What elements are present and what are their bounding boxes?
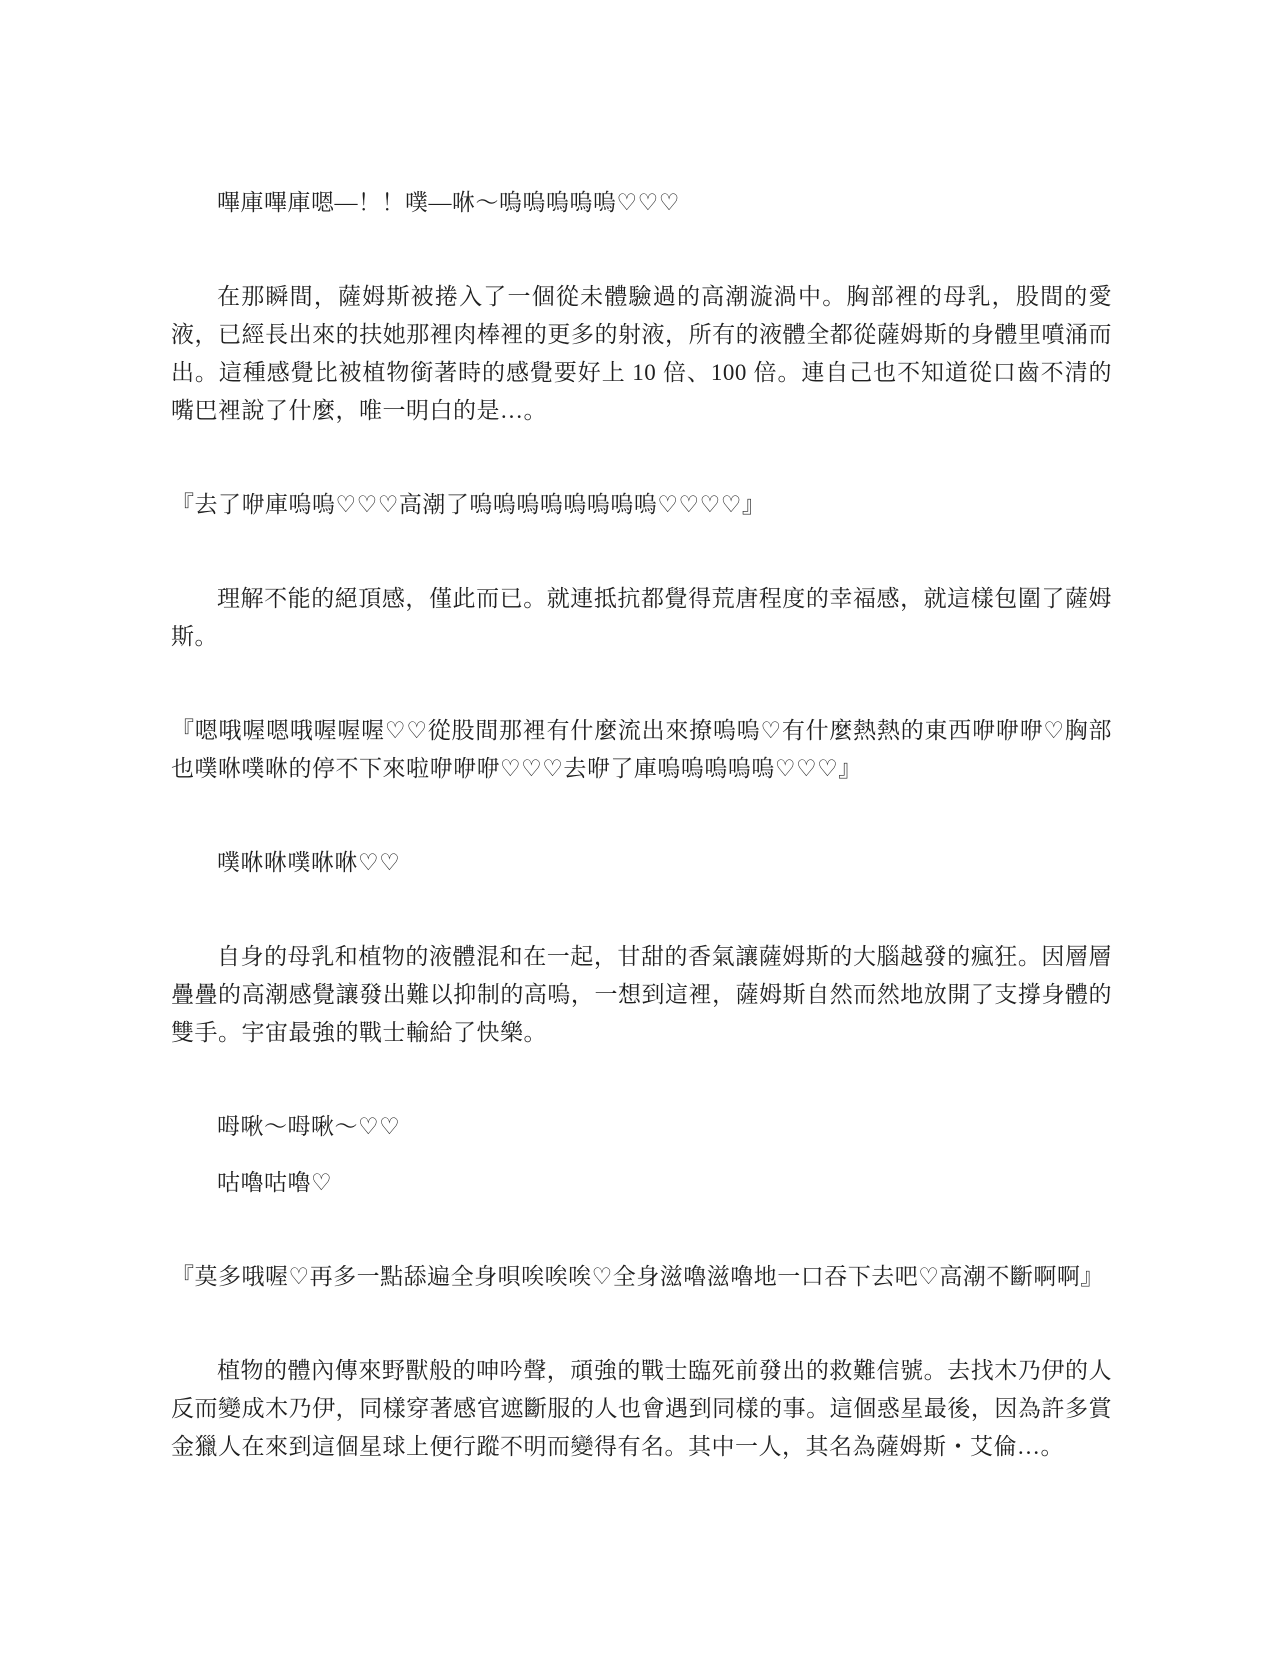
narration-paragraph: 理解不能的絕頂感，僅此而已。就連抵抗都覺得荒唐程度的幸福感，就這樣包圍了薩姆斯。 [171, 586, 1112, 649]
sfx-line: 呣啾～呣啾～♡♡ [217, 1114, 401, 1139]
narration-paragraph: 植物的體內傳來野獸般的呻吟聲，頑強的戰士臨死前發出的救難信號。去找木乃伊的人反而變成木乃伊，同樣穿著感官遮斷服的人也會遇到同樣的事。這個惑星最後，因為許多賞金獵人在來到這個星球上便行蹤不明而變得有名。其中一人，其名為薩姆斯・艾倫…。 [171, 1358, 1112, 1459]
sfx-line: 咕嚕咕嚕♡ [217, 1170, 333, 1195]
sfx-line: 嗶庫嗶庫嗯—！！噗—咻～嗚嗚嗚嗚嗚♡♡♡ [217, 190, 680, 215]
quote-line: 『嗯哦喔嗯哦喔喔喔♡♡從股間那裡有什麼流出來撩嗚嗚♡有什麼熱熱的東西咿咿咿♡胸部也噗咻噗咻的停不下來啦咿咿咿♡♡♡去咿了庫嗚嗚嗚嗚嗚♡♡♡』 [171, 718, 1112, 781]
narration-paragraph: 自身的母乳和植物的液體混和在一起，甘甜的香氣讓薩姆斯的大腦越發的瘋狂。因層層疊疊的高潮感覺讓發出難以抑制的高嗚，一想到這裡，薩姆斯自然而然地放開了支撐身體的雙手。宇宙最強的戰士輸給了快樂。 [171, 944, 1112, 1045]
sfx-line: 噗咻咻噗咻咻♡♡ [217, 850, 401, 875]
quote-line: 『莫多哦喔♡再多一點舔遍全身唄唉唉唉♡全身滋嚕滋嚕地一口吞下去吧♡高潮不斷啊啊』 [171, 1264, 1104, 1289]
narration-paragraph: 在那瞬間，薩姆斯被捲入了一個從未體驗過的高潮漩渦中。胸部裡的母乳，股間的愛液，已經長出來的扶她那裡肉棒裡的更多的射液，所有的液體全都從薩姆斯的身體里噴涌而出。這種感覺比被植物銜著時的感覺要好上 10 倍、100 倍。連自己也不知道從口齒不清的嘴巴裡說了什麼，唯一明白的是…。 [171, 284, 1112, 423]
quote-line: 『去了咿庫嗚嗚♡♡♡高潮了嗚嗚嗚嗚嗚嗚嗚嗚♡♡♡♡』 [171, 492, 766, 517]
